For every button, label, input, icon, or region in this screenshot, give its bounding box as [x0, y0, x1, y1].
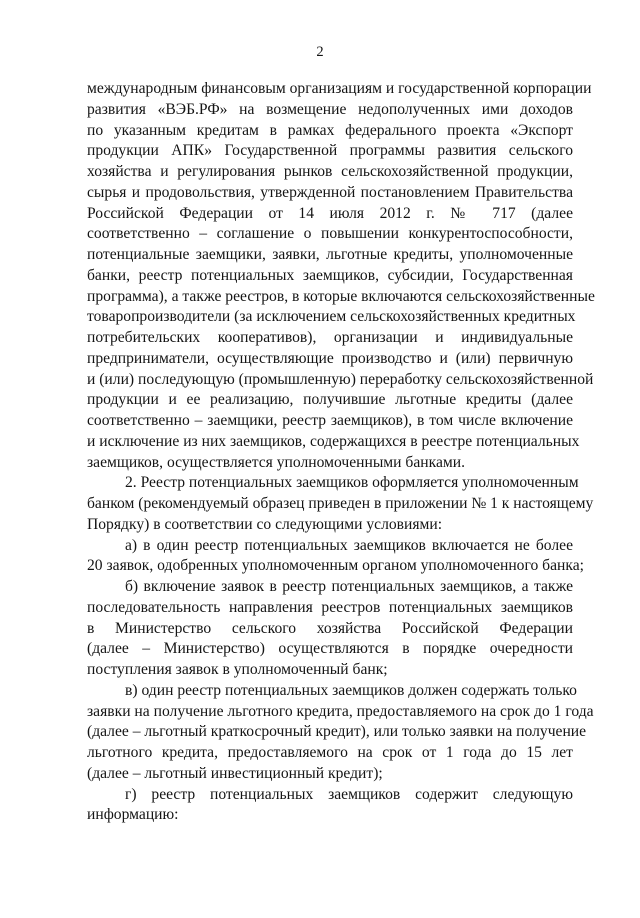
text-line: и (или) последующую (промышленную) переработку сельскохозяйственной [87, 370, 594, 388]
text-line: продукции и ее реализацию, получившие льготные кредиты (далее [87, 391, 573, 409]
text-line: (далее – льготный краткосрочный кредит), или только заявки на получение [87, 723, 587, 741]
text-line: предприниматели, осуществляющие производство и (или) первичную [87, 349, 573, 367]
text-line: банки, реестр потенциальных заемщиков, субсидии, Государственная [87, 266, 573, 284]
text-line: по указанным кредитам в рамках федерального проекта «Экспорт [87, 121, 573, 139]
text-line: соответственно – заемщики, реестр заемщиков), в том числе включение [87, 412, 573, 429]
text-line: 20 заявок, одобренных уполномоченным органом уполномоченного банка; [87, 557, 584, 575]
text-line: Порядку) в соответствии со следующими условиями: [87, 515, 443, 533]
text-line: сырья и продовольствия, утвержденной постановлением Правительства [87, 183, 573, 201]
text-line: Российской Федерации от 14 июля 2012 г. № 717 (далее [87, 204, 573, 222]
text-line: а) в один реестр потенциальных заемщиков включается не более [125, 536, 573, 554]
text-line: г) реестр потенциальных заемщиков содержит следующую [125, 785, 573, 803]
text-line: заявки на получение льготного кредита, предоставляемого на срок до 1 года [87, 702, 594, 720]
text-line: поступления заявок в уполномоченный банк; [87, 661, 388, 678]
text-line: развития «ВЭБ.РФ» на возмещение недополученных ими доходов [87, 100, 573, 118]
text-line: (далее – Министерство) осуществляются в порядке очередности [87, 640, 573, 658]
text-line: соответственно – соглашение о повышении конкурентоспособности, [87, 225, 573, 243]
text-line: льготного кредита, предоставляемого на срок от 1 года до 15 лет [87, 744, 573, 761]
text-line: информацию: [87, 806, 179, 824]
text-line: международным финансовым организациям и государственной корпорации [87, 80, 592, 97]
text-line: банком (рекомендуемый образец приведен в приложении № 1 к настоящему [87, 495, 594, 512]
text-line: 2. Реестр потенциальных заемщиков оформляется уполномоченным [125, 474, 579, 492]
page-number: 2 [316, 44, 324, 60]
text-line: и исключение из них заемщиков, содержащихся в реестре потенциальных [87, 432, 580, 450]
text-line: товаропроизводители (за исключением сельскохозяйственных кредитных [87, 308, 576, 326]
text-line: потенциальные заемщики, заявки, льготные кредиты, уполномоченные [87, 246, 573, 263]
text-line: в) один реестр потенциальных заемщиков должен содержать только [125, 681, 577, 699]
text-line: (далее – льготный инвестиционный кредит); [87, 764, 383, 782]
text-line: б) включение заявок в реестр потенциальных заемщиков, а также [125, 578, 573, 595]
text-line: продукции АПК» Государственной программы развития сельского [87, 142, 573, 160]
text-line: программа), а также реестров, в которые включаются сельскохозяйственные [87, 287, 595, 305]
text-line: заемщиков, осуществляется уполномоченными банками. [87, 453, 465, 471]
text-line: хозяйства и регулирования рынков сельскохозяйственной продукции, [87, 163, 573, 180]
text-line: в Министерство сельского хозяйства Российской Федерации [87, 619, 573, 637]
text-line: последовательность направления реестров потенциальных заемщиков [87, 598, 573, 616]
text-line: потребительских кооперативов), организации и индивидуальные [87, 329, 573, 346]
